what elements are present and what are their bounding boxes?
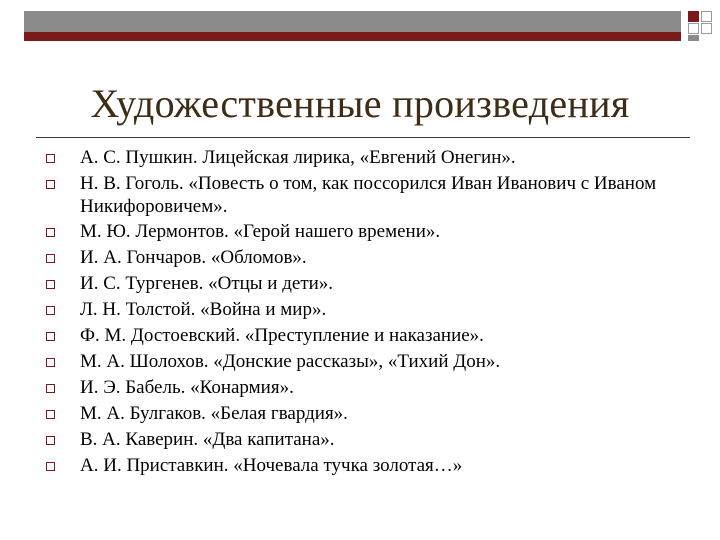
list-item-text: И. А. Гончаров. «Обломов». — [80, 247, 307, 268]
bullet-list — [44, 146, 694, 480]
corner-square-decoration — [688, 23, 699, 34]
slide-title: Художественные произведения — [90, 81, 630, 126]
hollow-square-icon — [46, 306, 55, 315]
list-item — [44, 298, 694, 322]
list-item-text: М. А. Булгаков. «Белая гвардия». — [80, 403, 348, 424]
list-item-text: А. С. Пушкин. Лицейская лирика, «Евгений Онегин». — [80, 147, 516, 168]
list-item-text: М. А. Шолохов. «Донские рассказы», «Тихий Дон». — [80, 351, 501, 372]
corner-square-decoration — [688, 35, 699, 41]
header-bar-grey — [24, 11, 681, 32]
list-item-text: И. Э. Бабель. «Конармия». — [80, 377, 294, 398]
list-item — [44, 376, 694, 400]
hollow-square-icon — [46, 154, 55, 163]
list-item — [44, 272, 694, 296]
list-item — [44, 402, 694, 426]
hollow-square-icon — [46, 332, 55, 341]
hollow-square-icon — [46, 254, 55, 263]
list-item-text: Н. В. Гоголь. «Повесть о том, как поссорился Иван Иванович с Иваном Никифоровичем». — [80, 173, 657, 217]
hollow-square-icon — [46, 358, 55, 367]
corner-square-decoration — [688, 11, 699, 22]
hollow-square-icon — [46, 384, 55, 393]
list-item — [44, 454, 694, 478]
list-item — [44, 428, 694, 452]
list-item — [44, 350, 694, 374]
list-item-text: М. Ю. Лермонтов. «Герой нашего времени». — [80, 221, 441, 242]
list-item — [44, 220, 694, 244]
list-item-text: В. А. Каверин. «Два капитана». — [80, 429, 335, 450]
corner-square-decoration — [701, 11, 712, 22]
hollow-square-icon — [46, 462, 55, 471]
hollow-square-icon — [46, 410, 55, 419]
header-bar-accent — [24, 32, 681, 41]
list-item — [44, 172, 694, 218]
hollow-square-icon — [46, 280, 55, 289]
list-item — [44, 146, 694, 170]
hollow-square-icon — [46, 180, 55, 189]
list-item-text: Ф. М. Достоевский. «Преступление и наказание». — [80, 325, 484, 346]
title-divider — [36, 137, 690, 138]
list-item-text: А. И. Приставкин. «Ночевала тучка золотая…» — [80, 455, 463, 476]
list-item-text: Л. Н. Толстой. «Война и мир». — [80, 299, 327, 320]
list-item-text: И. С. Тургенев. «Отцы и дети». — [80, 273, 334, 294]
corner-square-decoration — [701, 23, 712, 34]
list-item — [44, 246, 694, 270]
hollow-square-icon — [46, 228, 55, 237]
hollow-square-icon — [46, 436, 55, 445]
list-item — [44, 324, 694, 348]
